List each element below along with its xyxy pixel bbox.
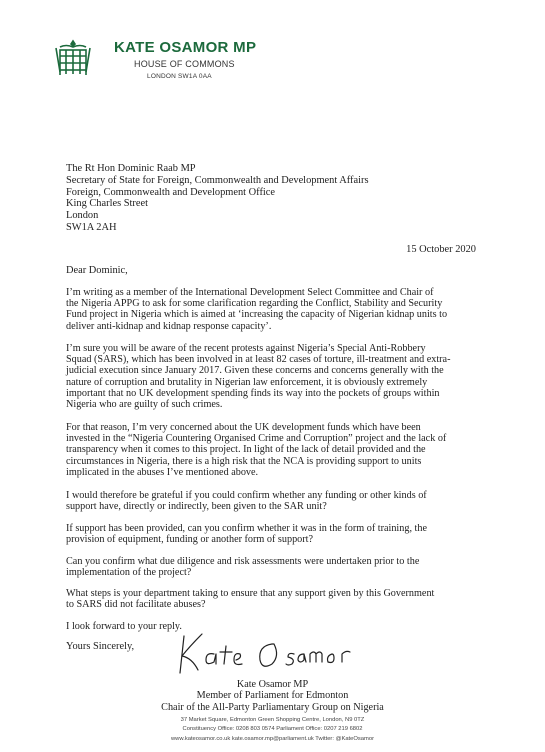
text-line: I’m sure you will be aware of the recent protests against Nigeria’s Special Anti-Robbery bbox=[66, 343, 426, 354]
text-line: circumstances in Nigeria, there is a high risk that the NCA is providing support to units bbox=[66, 455, 422, 467]
body-paragraph bbox=[66, 490, 496, 512]
body-paragraph bbox=[66, 556, 496, 578]
letterhead-name: KATE OSAMOR MP bbox=[114, 39, 257, 56]
signatory-block bbox=[0, 679, 545, 713]
footer-address: 37 Market Square, Edmonton Green Shopping Centre, London, N9 0TZ bbox=[180, 717, 365, 723]
text-line: judicial execution since January 2017. Given these concerns and concerns generally with the bbox=[66, 365, 444, 377]
text-line: Fund project in Nigeria which is aimed at ‘increasing the capacity of Nigerian kidnap units to bbox=[66, 309, 448, 321]
text-line: the Nigeria APPG to ask for some clarification regarding the Conflict, Stability and Security bbox=[66, 298, 443, 310]
closing: Yours Sincerely, bbox=[66, 641, 135, 652]
text-line: implicated in the abuses I’ve mentioned above. bbox=[66, 466, 259, 478]
address-line: Secretary of State for Foreign, Commonwealth and Development Affairs bbox=[66, 174, 369, 186]
footer-phones: Constituency Office: 0208 803 0574 Parliament Office: 0207 219 6802 bbox=[182, 725, 363, 732]
text-line: Can you confirm what due diligence and risk assessments were undertaken prior to the bbox=[66, 556, 420, 567]
body-paragraph bbox=[66, 287, 496, 332]
text-line: I’m writing as a member of the International Development Select Committee and Chair of bbox=[66, 287, 434, 298]
text-line: important that no UK development spending finds its way into the pockets of groups within bbox=[66, 387, 440, 399]
text-line: Nigeria who are guilty of such crimes. bbox=[66, 399, 223, 411]
signatory-chair: Chair of the All-Party Parliamentary Group on Nigeria bbox=[161, 701, 384, 713]
text-line: What steps is your department taking to ensure that any support given by this Government bbox=[66, 588, 435, 599]
body-paragraph bbox=[66, 523, 496, 545]
recipient-address bbox=[66, 163, 369, 234]
address-line: London bbox=[66, 210, 99, 222]
text-line: implementation of the project? bbox=[66, 567, 192, 579]
letterhead-house: HOUSE OF COMMONS bbox=[134, 59, 235, 69]
signatory-role: Member of Parliament for Edmonton bbox=[196, 690, 349, 702]
letterhead-postcode: LONDON SW1A 0AA bbox=[147, 73, 212, 80]
body-paragraph bbox=[66, 343, 496, 410]
text-line: nature of corruption and brutality in Nigerian law enforcement, it is obviously extremely bbox=[66, 376, 428, 388]
address-line: SW1A 2AH bbox=[66, 221, 117, 233]
text-line: to SARS did not facilitate abuses? bbox=[66, 599, 206, 611]
text-line: invested in the “Nigeria Countering Organised Crime and Corruption” project and the lack of bbox=[66, 433, 447, 445]
address-line: King Charles Street bbox=[66, 198, 148, 210]
salutation: Dear Dominic, bbox=[66, 265, 128, 276]
letter-date: 15 October 2020 bbox=[406, 244, 476, 255]
text-line: I would therefore be grateful if you could confirm whether any funding or other kinds of bbox=[66, 490, 427, 501]
text-line: For that reason, I’m very concerned about the UK development funds which have been bbox=[66, 422, 421, 433]
signatory-name: Kate Osamor MP bbox=[236, 679, 309, 690]
text-line: Squad (SARS), which has been involved in at least 82 cases of torture, ill-treatment and extra- bbox=[66, 354, 451, 366]
address-line: The Rt Hon Dominic Raab MP bbox=[66, 163, 196, 174]
text-line: transparency when it comes to this project. In light of the lack of detail provided and the bbox=[66, 444, 426, 456]
text-line: deliver anti-kidnap and kidnap response capacity’. bbox=[66, 320, 272, 332]
handwritten-signature bbox=[176, 618, 366, 676]
text-line: support have, directly or indirectly, been given to the SAR unit? bbox=[66, 501, 327, 513]
footer-web: www.kateosamor.co.uk kate.osamor.mp@parliament.uk Twitter: @KateOsamor bbox=[170, 735, 375, 742]
body-paragraph bbox=[66, 588, 496, 610]
portcullis-crest-icon bbox=[52, 38, 94, 80]
letter-footer bbox=[0, 715, 545, 744]
text-line: provision of equipment, funding or another form of support? bbox=[66, 534, 313, 546]
body-paragraph bbox=[66, 422, 496, 478]
text-line: I look forward to your reply. bbox=[66, 621, 182, 632]
address-line: Foreign, Commonwealth and Development Office bbox=[66, 186, 276, 198]
text-line: If support has been provided, can you confirm whether it was in the form of training, the bbox=[66, 523, 427, 534]
